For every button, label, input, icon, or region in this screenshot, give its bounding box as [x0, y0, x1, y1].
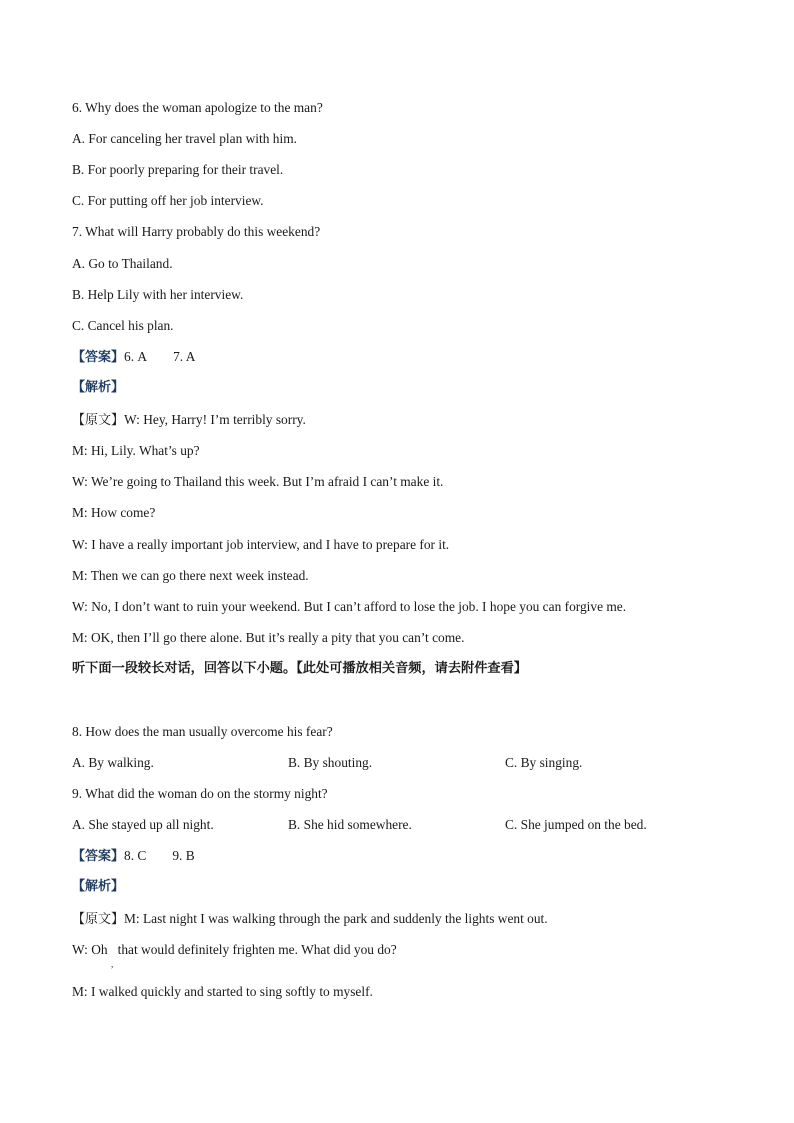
transcript-line: M: I walked quickly and started to sing softly to myself. [72, 984, 373, 999]
transcript-line: W: No, I don’t want to ruin your weekend. But I can’t afford to lose the job. I hope you can forgive me. [72, 599, 627, 614]
question-8: 8. How does the man usually overcome his fear? [72, 724, 333, 739]
transcript-text: W: Hey, Harry! I’m terribly sorry. [124, 412, 306, 427]
q6-option-a: A. For canceling her travel plan with him. [72, 131, 297, 146]
section-instruction: 听下面一段较长对话，回答以下小题。【此处可播放相关音频，请去附件查看】 [72, 661, 527, 676]
transcript-line [72, 411, 306, 430]
q7-option-a: A. Go to Thailand. [72, 256, 173, 271]
answer-7: 7. A [173, 349, 196, 364]
q8-option-c: C. By singing. [505, 755, 583, 770]
transcript-line [72, 910, 548, 929]
explanation-tag: 【解析】 [72, 879, 125, 894]
q9-option-c: C. She jumped on the bed. [505, 817, 647, 832]
answer-6: 6. A [124, 349, 148, 364]
transcript-text: M: Last night I was walking through the park and suddenly the lights went out. [124, 911, 548, 926]
answer-8: 8. C [124, 848, 147, 863]
q8-option-a: A. By walking. [72, 755, 154, 770]
q7-option-b: B. Help Lily with her interview. [72, 287, 244, 302]
answer-row-1 [72, 348, 195, 367]
q9-option-b: B. She hid somewhere. [288, 817, 412, 832]
q9-option-a: A. She stayed up all night. [72, 817, 214, 832]
transcript-line: M: Then we can go there next week instead. [72, 568, 309, 583]
q8-option-b: B. By shouting. [288, 755, 373, 770]
transcript-line: M: OK, then I’ll go there alone. But it’s really a pity that you can’t come. [72, 630, 465, 645]
answer-tag: 【答案】 [72, 849, 125, 864]
transcript-tag: 【原文】 [72, 912, 125, 927]
question-6: 6. Why does the woman apologize to the man? [72, 100, 323, 115]
transcript-line: M: How come? [72, 505, 156, 520]
answer-tag: 【答案】 [72, 350, 125, 365]
transcript-line: M: Hi, Lily. What’s up? [72, 443, 200, 458]
question-9: 9. What did the woman do on the stormy night? [72, 786, 328, 801]
q6-option-c: C. For putting off her job interview. [72, 193, 264, 208]
transcript-line: W: I have a really important job interview, and I have to prepare for it. [72, 537, 450, 552]
explanation-tag: 【解析】 [72, 380, 125, 395]
transcript-line: W: We’re going to Thailand this week. But I’m afraid I can’t make it. [72, 474, 444, 489]
transcript-line: W: Oh that would definitely frighten me. What did you do? [72, 942, 397, 957]
question-7: 7. What will Harry probably do this weekend? [72, 224, 321, 239]
transcript-tag: 【原文】 [72, 413, 125, 428]
stray-comma-mark: , [111, 959, 114, 969]
q7-option-c: C. Cancel his plan. [72, 318, 174, 333]
q6-option-b: B. For poorly preparing for their travel. [72, 162, 284, 177]
answer-9: 9. B [172, 848, 195, 863]
answer-row-2 [72, 847, 195, 866]
